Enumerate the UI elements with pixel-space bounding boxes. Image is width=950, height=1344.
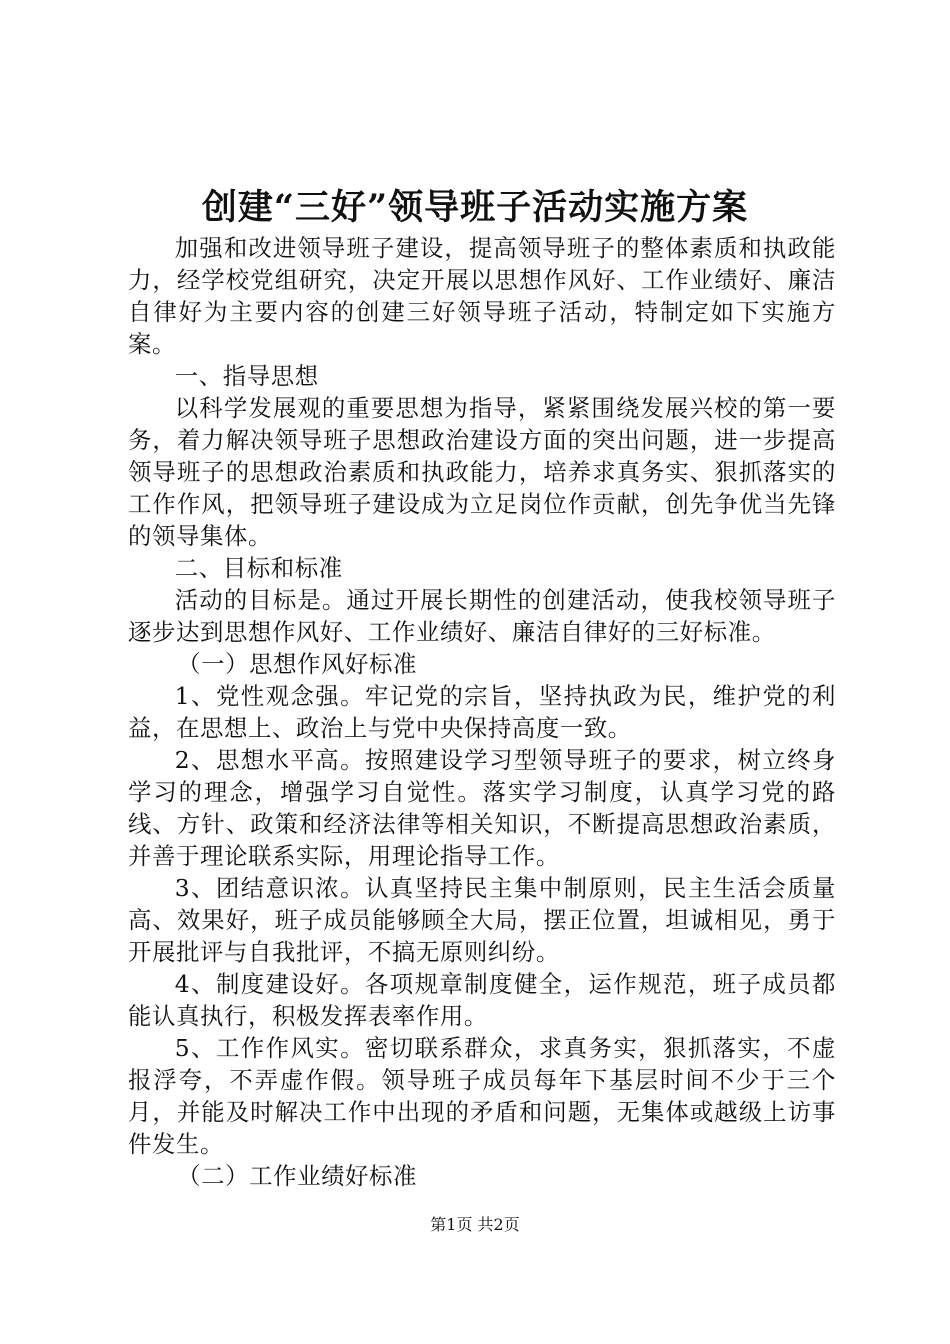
document-title: 创建“三好”领导班子活动实施方案 [201, 187, 749, 228]
paragraph-intro: 加强和改进领导班子建设，提高领导班子的整体素质和执政能力，经学校党组研究，决定开展以思想作风好、工作业绩好、廉洁自律好为主要内容的创建三好领导班子活动，特制定如下实施方案。 [128, 234, 836, 358]
paragraph-goals: 活动的目标是。通过开展长期性的创建活动，使我校领导班子逐步达到思想作风好、工作业绩好、廉洁自律好的三好标准。 [128, 586, 836, 646]
page-number: 第1页 共2页 [430, 1215, 520, 1234]
list-item-1: 1、党性观念强。牢记党的宗旨，坚持执政为民，维护党的利益，在思想上、政治上与党中央保持高度一致。 [128, 682, 836, 742]
list-item-4: 4、制度建设好。各项规章制度健全，运作规范，班子成员都能认真执行，积极发挥表率作用。 [128, 970, 836, 1030]
paragraph-guiding-ideology: 以科学发展观的重要思想为指导，紧紧围绕发展兴校的第一要务，着力解决领导班子思想政治建设方面的突出问题，进一步提高领导班子的思想政治素质和执政能力，培养求真务实、狠抓落实的工作作风，把领导班子建设成为立足岗位作贡献，创先争优当先锋的领导集体。 [128, 394, 836, 550]
document-body [128, 232, 836, 1192]
list-item-5: 5、工作作风实。密切联系群众，求真务实，狠抓落实，不虚报浮夸，不弄虚作假。领导班子成员每年下基层时间不少于三个月，并能及时解决工作中出现的矛盾和问题，无集体或越级上访事件发生。 [128, 1034, 836, 1158]
heading-guiding-ideology: 一、指导思想 [174, 362, 319, 390]
list-item-2: 2、思想水平高。按照建设学习型领导班子的要求，树立终身学习的理念，增强学习自觉性。落实学习制度，认真学习党的路线、方针、政策和经济法律等相关知识，不断提高思想政治素质，并善于理论联系实际，用理论指导工作。 [128, 746, 836, 870]
subheading-work-performance: （二）工作业绩好标准 [177, 1162, 418, 1190]
list-item-3: 3、团结意识浓。认真坚持民主集中制原则，民主生活会质量高、效果好，班子成员能够顾全大局，摆正位置，坦诚相见，勇于开展批评与自我批评，不搞无原则纠纷。 [128, 874, 836, 966]
heading-goals-standards: 二、目标和标准 [174, 554, 343, 582]
subheading-ideological-style: （一）思想作风好标准 [177, 650, 418, 678]
